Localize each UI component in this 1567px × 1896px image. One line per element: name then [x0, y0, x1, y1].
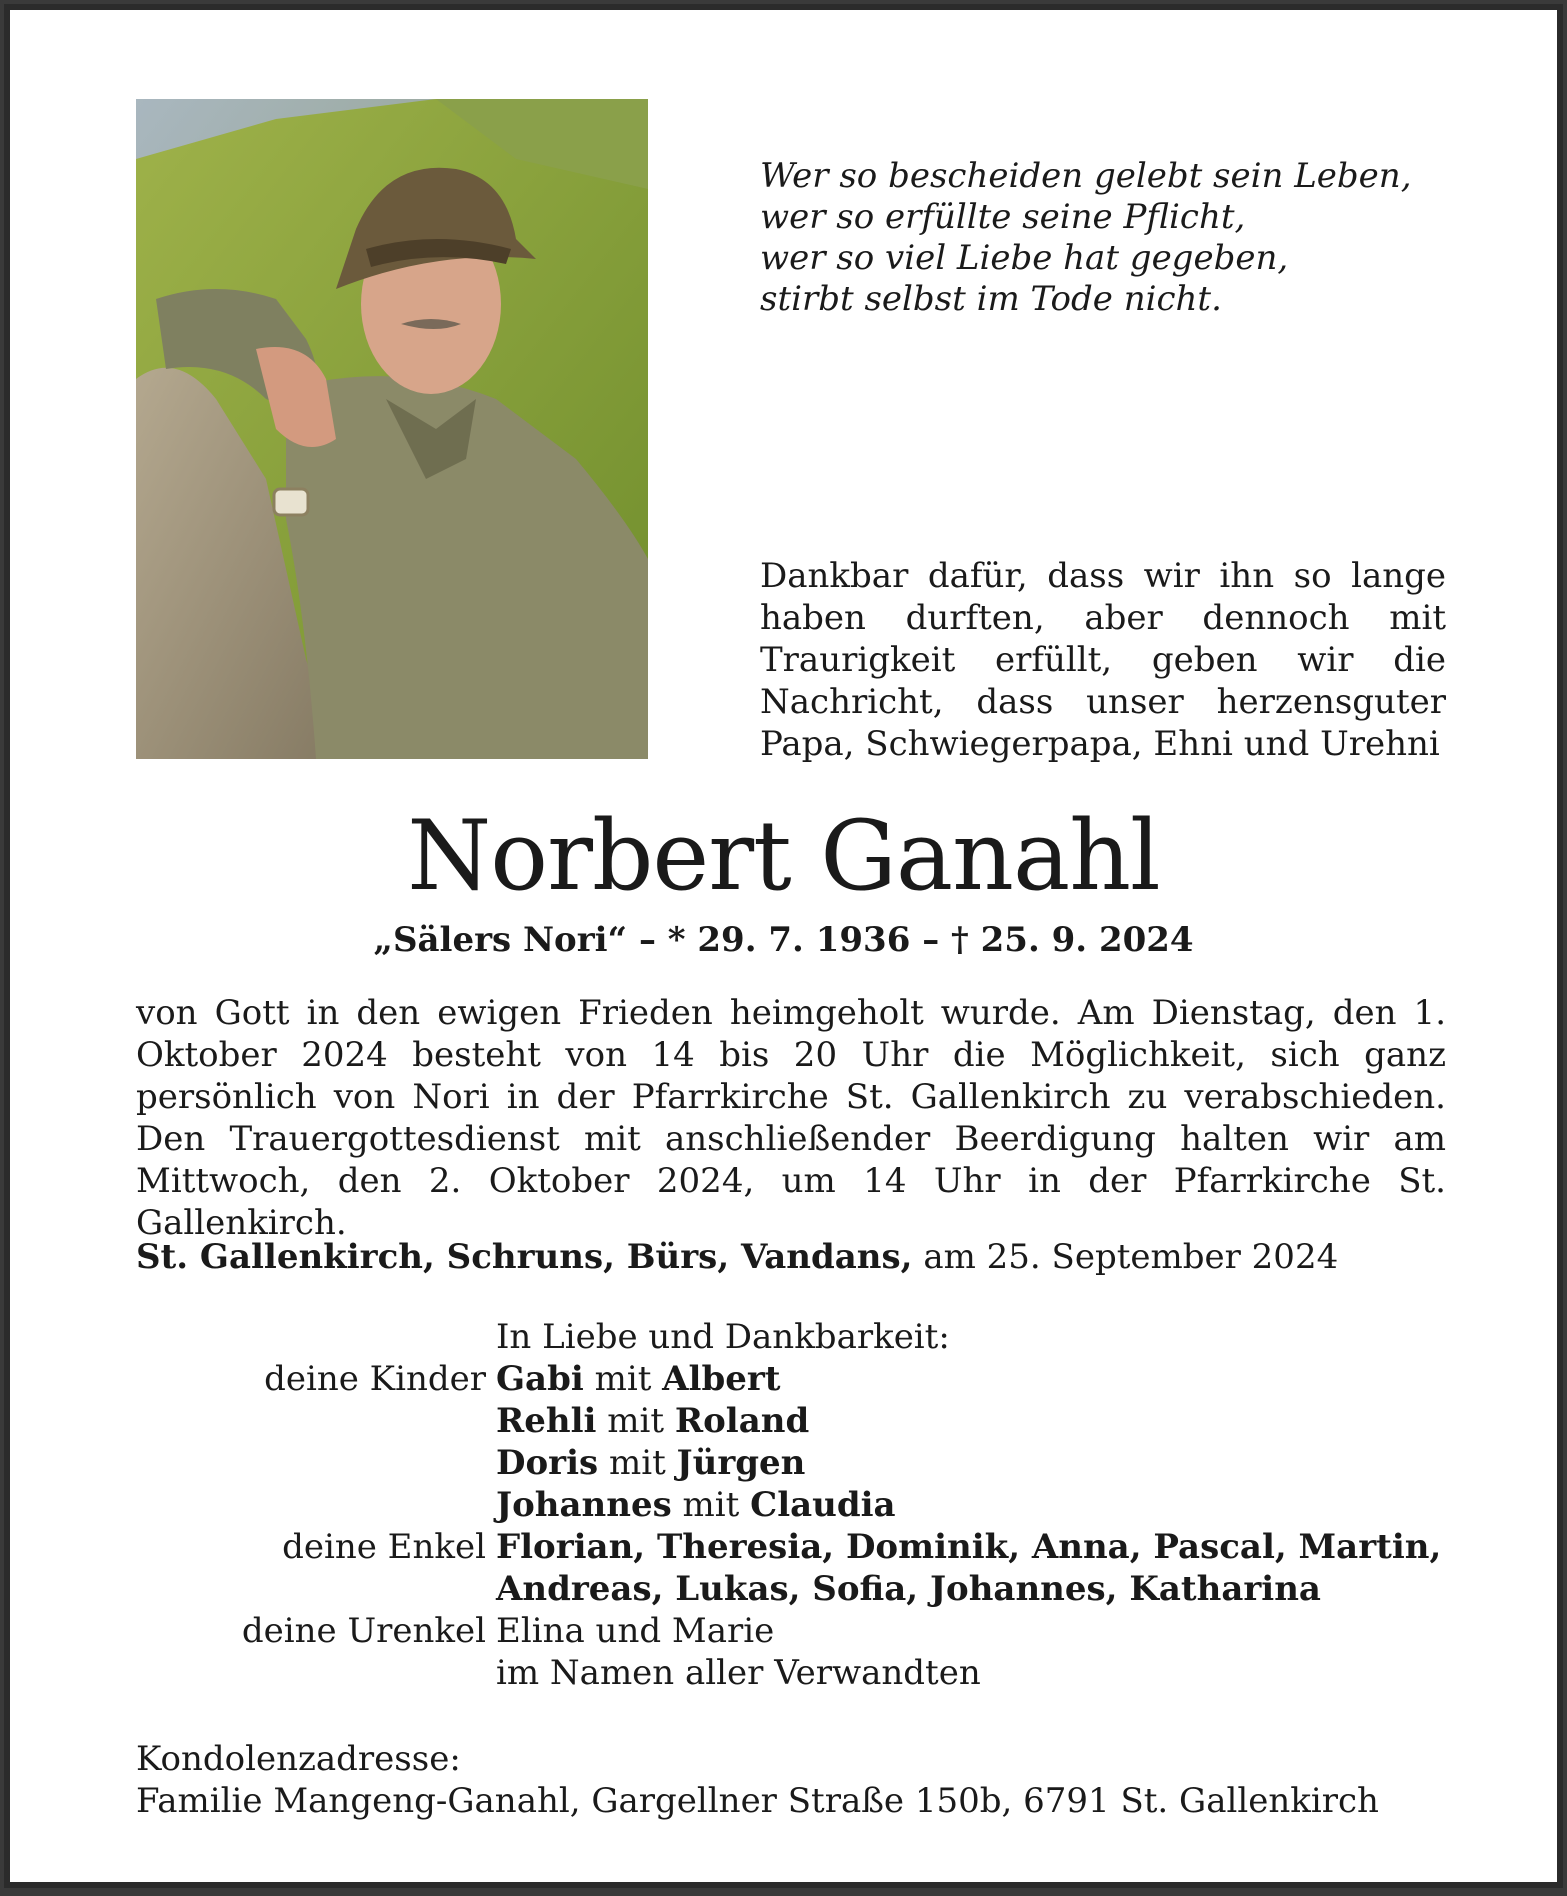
great-grandchildren-label: deine Urenkel — [241, 1611, 486, 1651]
poem-line: Wer so bescheiden gelebt sein Leben, — [760, 156, 1412, 196]
place-date-line — [136, 1236, 1466, 1278]
condolence-label: Kondolenzadresse: — [136, 1739, 461, 1779]
great-grandchildren-names: Elina und Marie — [496, 1611, 775, 1651]
child-name: Johannes — [496, 1485, 672, 1525]
condolence-address — [136, 1738, 1466, 1822]
obituary-page — [4, 4, 1563, 1888]
grandchildren-names: Andreas, Lukas, Sofia, Johannes, Katharina — [496, 1569, 1321, 1609]
children-row — [136, 1358, 1476, 1400]
portrait-illustration — [136, 99, 648, 759]
children-row — [136, 1442, 1476, 1484]
poem-line: wer so erfüllte seine Pflicht, — [760, 197, 1246, 237]
grandchildren-names: Florian, Theresia, Dominik, Anna, Pascal, Martin, — [496, 1527, 1442, 1567]
announcement-date: am 25. September 2024 — [923, 1237, 1339, 1277]
partner-name: Albert — [662, 1359, 781, 1399]
deceased-name: Norbert Ganahl — [407, 800, 1160, 912]
memorial-poem — [760, 156, 1480, 320]
relatives-line: im Namen aller Verwandten — [496, 1653, 981, 1693]
connector: mit — [594, 1359, 652, 1399]
grandchildren-row — [136, 1568, 1476, 1610]
place-names: St. Gallenkirch, Schruns, Bürs, Vandans, — [136, 1237, 913, 1277]
child-name: Gabi — [496, 1359, 584, 1399]
poem-line: stirbt selbst im Tode nicht. — [760, 279, 1222, 319]
connector: mit — [607, 1401, 665, 1441]
children-label: deine Kinder — [264, 1359, 486, 1399]
portrait-photo — [136, 99, 648, 759]
great-grandchildren-row — [136, 1610, 1476, 1652]
connector: mit — [682, 1485, 740, 1525]
grandchildren-row — [136, 1526, 1476, 1568]
connector: mit — [608, 1443, 666, 1483]
children-row — [136, 1484, 1476, 1526]
announcement-paragraph: von Gott in den ewigen Frieden heimgeholt wurde. Am Dienstag, den 1. Oktober 2024 besteht von 14 bis 20 Uhr die Möglichkeit, sich ganz persönlich von Nori in der Pfarrkirche St. Gallenkirch zu verabschieden. Den Trauergottesdienst mit anschließender Beerdigung halten wir am Mittwoch, den 2. Oktober 2024, um 14 Uhr in der Pfarrkirche St. Gallenkirch. — [136, 993, 1446, 1243]
relatives-row — [136, 1652, 1476, 1694]
grandchildren-label: deine Enkel — [282, 1527, 486, 1567]
life-dates: „Sälers Nori“ – * 29. 7. 1936 – † 25. 9. 2024 — [373, 920, 1194, 960]
partner-name: Roland — [674, 1401, 810, 1441]
partner-name: Claudia — [750, 1485, 896, 1525]
poem-line: wer so viel Liebe hat gegeben, — [760, 238, 1289, 278]
children-row — [136, 1400, 1476, 1442]
condolence-address-line: Familie Mangeng-Ganahl, Gargellner Straße 150b, 6791 St. Gallenkirch — [136, 1781, 1379, 1821]
family-heading-row — [136, 1316, 1476, 1358]
child-name: Doris — [496, 1443, 599, 1483]
intro-paragraph: Dankbar dafür, dass wir ihn so lange haben durften, aber dennoch mit Traurigkeit erfüllt, geben wir die Nachricht, dass unser herzensguter Papa, Schwiegerpapa, Ehni und Urehni — [760, 556, 1446, 764]
family-heading: In Liebe und Dankbarkeit: — [496, 1317, 950, 1357]
child-name: Rehli — [496, 1401, 597, 1441]
partner-name: Jürgen — [676, 1443, 806, 1483]
family-signature — [136, 1316, 1476, 1694]
